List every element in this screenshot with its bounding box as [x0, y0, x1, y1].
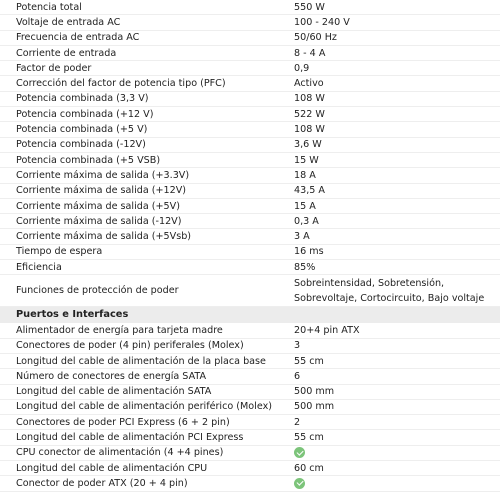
- spec-row: [0, 385, 500, 400]
- spec-row: [0, 76, 500, 91]
- spec-value: 20+4 pin ATX: [294, 324, 360, 336]
- spec-label: Longitud del cable de alimentación CPU: [16, 462, 208, 474]
- spec-label: Alimentador de energía para tarjeta madre: [16, 324, 223, 336]
- spec-value: 3,6 W: [294, 139, 322, 151]
- spec-label: CPU conector de alimentación (4 +4 pines): [16, 447, 224, 459]
- spec-row: [0, 323, 500, 338]
- spec-row: [0, 446, 500, 461]
- spec-row: [0, 400, 500, 415]
- spec-label: Corriente máxima de salida (+12V): [16, 185, 187, 197]
- spec-label: Potencia total: [16, 1, 82, 13]
- spec-value: 3 A: [294, 231, 310, 243]
- spec-value: Sobreintensidad, Sobretensión, Sobrevoltaje, Cortocircuito, Bajo voltaje: [294, 277, 485, 304]
- spec-label: Potencia combinada (+12 V): [16, 108, 154, 120]
- spec-row: [0, 15, 500, 30]
- spec-label: Voltaje de entrada AC: [16, 16, 121, 28]
- spec-value: 60 cm: [294, 462, 324, 474]
- spec-row: [0, 430, 500, 445]
- spec-label: Conectores de poder PCI Express (6 + 2 pin): [16, 416, 230, 428]
- spec-row: [0, 461, 500, 476]
- spec-value: 15 A: [294, 200, 316, 212]
- spec-value: 500 mm: [294, 386, 335, 398]
- spec-value: 50/60 Hz: [294, 32, 337, 44]
- spec-row: [0, 229, 500, 244]
- spec-value: 43,5 A: [294, 185, 325, 197]
- spec-label: Potencia combinada (-12V): [16, 139, 146, 151]
- spec-value: 100 - 240 V: [294, 16, 350, 28]
- spec-value: Activo: [294, 78, 324, 90]
- check-icon: [294, 447, 305, 458]
- spec-label: Tiempo de espera: [16, 246, 103, 258]
- spec-label: Longitud del cable de alimentación PCI Express: [16, 432, 244, 444]
- spec-label: Número de conectores de energía SATA: [16, 370, 207, 382]
- spec-label: Longitud del cable de alimentación de la placa base: [16, 355, 266, 367]
- spec-row: [0, 354, 500, 369]
- spec-label: Factor de poder: [16, 62, 92, 74]
- spec-row: [0, 369, 500, 384]
- spec-row: [0, 214, 500, 229]
- spec-value: [279, 447, 500, 459]
- spec-value: 0,9: [294, 62, 310, 74]
- spec-label: Eficiencia: [16, 261, 62, 273]
- spec-row: [0, 339, 500, 354]
- spec-value: 85%: [294, 261, 316, 273]
- spec-row: [0, 92, 500, 107]
- spec-label: Corriente máxima de salida (+5Vsb): [16, 231, 192, 243]
- spec-value: [279, 478, 500, 490]
- spec-row: [0, 107, 500, 122]
- spec-row: [0, 138, 500, 153]
- spec-value: 15 W: [294, 154, 319, 166]
- spec-row: [0, 168, 500, 183]
- spec-value: 8 - 4 A: [294, 47, 326, 59]
- spec-label: Corriente máxima de salida (+3.3V): [16, 169, 190, 181]
- spec-row: [0, 245, 500, 260]
- spec-value: 2: [294, 416, 301, 428]
- section-header: Puertos e Interfaces: [0, 307, 500, 323]
- spec-label: Corriente máxima de salida (+5V): [16, 200, 180, 212]
- spec-label: Frecuencia de entrada AC: [16, 32, 140, 44]
- spec-label: Corriente máxima de salida (-12V): [16, 215, 182, 227]
- spec-value: 0,3 A: [294, 215, 319, 227]
- spec-row: [0, 199, 500, 214]
- spec-label: Funciones de protección de poder: [16, 285, 179, 297]
- spec-label: Potencia combinada (3,3 V): [16, 93, 149, 105]
- spec-row: [0, 275, 500, 307]
- spec-label: Potencia combinada (+5 V): [16, 124, 148, 136]
- spec-value: 500 mm: [294, 401, 335, 413]
- spec-row: [0, 260, 500, 275]
- spec-label: Potencia combinada (+5 VSB): [16, 154, 161, 166]
- spec-value: 550 W: [294, 1, 325, 13]
- spec-value: 3: [294, 340, 301, 352]
- spec-label: Longitud del cable de alimentación periférico (Molex): [16, 401, 272, 413]
- spec-label: Corriente de entrada: [16, 47, 117, 59]
- spec-value: 108 W: [294, 124, 325, 136]
- spec-label: Corrección del factor de potencia tipo (PFC): [16, 78, 226, 90]
- spec-label: Conector de poder ATX (20 + 4 pin): [16, 477, 188, 489]
- spec-row: [0, 122, 500, 137]
- spec-value: 522 W: [294, 108, 325, 120]
- spec-label: Conectores de poder (4 pin) periferales (Molex): [16, 340, 244, 352]
- spec-row: [0, 46, 500, 61]
- spec-row: [0, 476, 500, 491]
- spec-value: 55 cm: [294, 432, 324, 444]
- spec-row: [0, 61, 500, 76]
- spec-value: 6: [294, 370, 301, 382]
- spec-value: 16 ms: [294, 246, 324, 258]
- spec-row: [0, 153, 500, 168]
- spec-row: [0, 31, 500, 46]
- spec-value: 18 A: [294, 169, 316, 181]
- spec-row: [0, 0, 500, 15]
- spec-label: Longitud del cable de alimentación SATA: [16, 386, 212, 398]
- spec-row: [0, 415, 500, 430]
- spec-value: 55 cm: [294, 355, 324, 367]
- spec-value: 108 W: [294, 93, 325, 105]
- spec-row: [0, 184, 500, 199]
- check-icon: [294, 478, 305, 489]
